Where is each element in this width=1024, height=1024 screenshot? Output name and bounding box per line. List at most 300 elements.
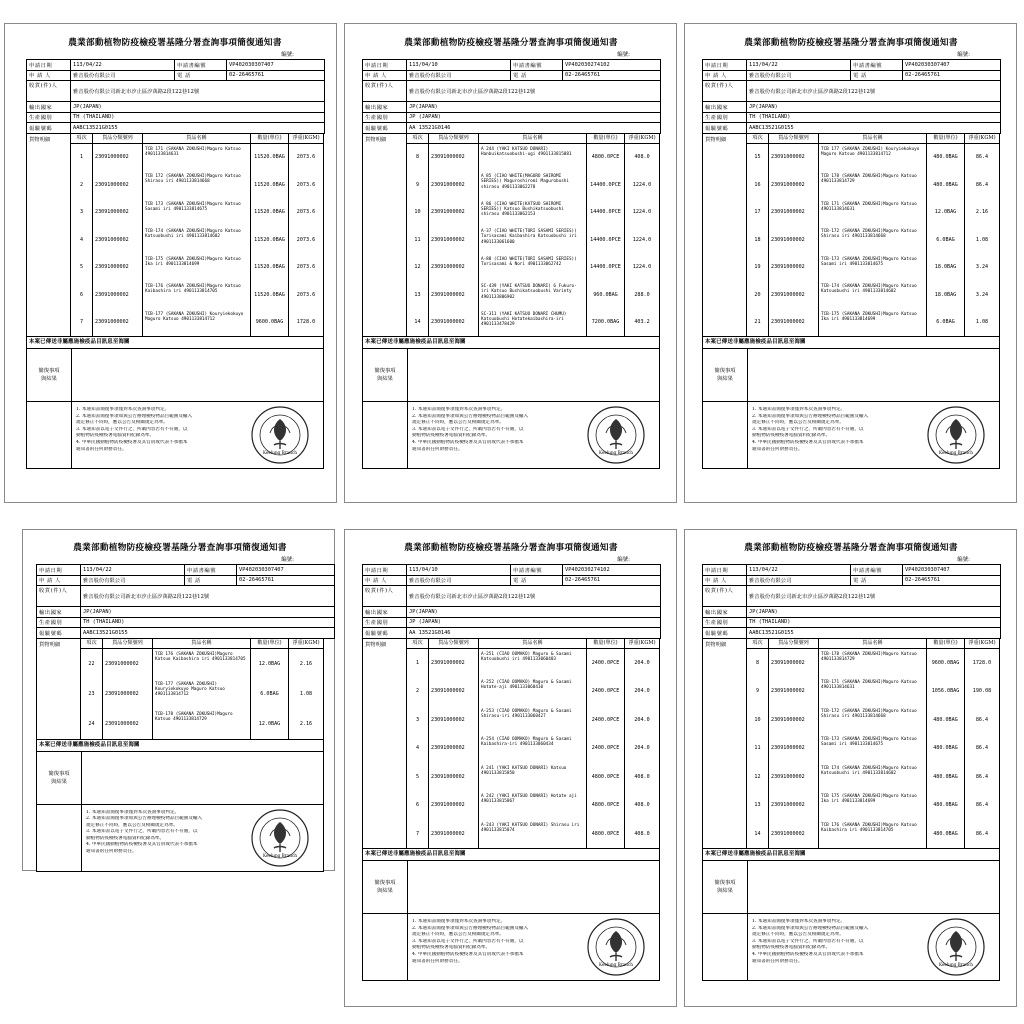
col-code-header: 貨品分類號列 bbox=[93, 134, 143, 143]
item-code: 23091000002 bbox=[429, 706, 479, 735]
item-qty: 4800.0PCE bbox=[587, 820, 625, 849]
table-row bbox=[71, 309, 323, 337]
item-net: 2073.6 bbox=[296, 291, 316, 298]
table-row bbox=[747, 226, 999, 254]
notes-list bbox=[408, 402, 573, 468]
origin: TH (THAILAND) bbox=[747, 617, 1001, 628]
item-qty: 12.0BAG bbox=[927, 199, 965, 227]
phone-label: 電 話 bbox=[511, 70, 563, 81]
apply-no: VP402030307407 bbox=[903, 60, 1001, 71]
serial-label: 編號: bbox=[281, 52, 294, 58]
item-code: 23091000002 bbox=[93, 171, 143, 199]
table-row bbox=[407, 281, 659, 309]
item-qty: 14400.0PCE bbox=[587, 171, 625, 199]
item-qty: 480.0BAG bbox=[927, 171, 965, 199]
note-item: 規定修正不同時，應以公告及相關規定為準。 bbox=[752, 932, 844, 938]
item-name: A 244 (YAKI KATSUO DONARI) Hanbuikatsuobushi-ugi 4901133815881 bbox=[479, 144, 587, 172]
note-item: 1. 本通知書簡復事項僅對本次查詢事項判定。 bbox=[86, 809, 180, 815]
remarks-label-line2: 與結果 bbox=[41, 376, 57, 382]
item-name: TCB-172 (SAKANA ZOKUSHI)Maguro Katsuo Shirasu iri 4901133814668 bbox=[819, 226, 927, 254]
apply-no-label: 申請書編號 bbox=[511, 60, 563, 71]
export-country: JP(JAPAN) bbox=[71, 102, 325, 113]
notes-list bbox=[748, 914, 913, 980]
note-item: 通知書的任何財務責任。 bbox=[86, 849, 137, 855]
report-no: AABC13521G0155 bbox=[747, 628, 1001, 639]
col-code-header: 貨品分類號列 bbox=[769, 639, 819, 648]
item-name: TCB-172 (SAKANA ZOKUSHI)Maguro Katsuo Shirasu iri 4901133814668 bbox=[819, 706, 927, 735]
item-net: 86.4 bbox=[975, 745, 989, 752]
note-item: 動植物防疫檢疫署電腦資料紀錄為準。 bbox=[752, 433, 831, 439]
footer-notes bbox=[26, 402, 324, 469]
apply-date: 113/04/10 bbox=[407, 565, 511, 576]
item-code: 23091000002 bbox=[103, 649, 153, 679]
item-no: 6 bbox=[407, 791, 429, 820]
item-qty: 6.0BAG bbox=[927, 226, 965, 254]
item-net: 2073.6 bbox=[296, 264, 316, 271]
goods-detail-label: 貨物明細 bbox=[27, 134, 71, 337]
apply-no-label: 申請書編號 bbox=[851, 60, 903, 71]
item-code: 23091000002 bbox=[429, 144, 479, 172]
applicant: 雅音股份有限公司 bbox=[747, 70, 851, 81]
col-qty-header: 數量(單位) bbox=[587, 639, 625, 648]
serial-label: 編號: bbox=[617, 52, 630, 58]
goods-grid bbox=[407, 639, 659, 849]
goods-items bbox=[702, 639, 1000, 850]
item-code: 23091000002 bbox=[93, 144, 143, 172]
item-qty: 480.0BAG bbox=[927, 706, 965, 735]
item-net: 2073.6 bbox=[296, 154, 316, 161]
serial-label: 編號: bbox=[957, 52, 970, 58]
item-code: 23091000002 bbox=[769, 706, 819, 735]
col-net-header: 淨重(KGM) bbox=[968, 639, 996, 646]
seal-text: Keelung Branch bbox=[598, 450, 634, 455]
origin: TH (THAILAND) bbox=[747, 112, 1001, 123]
item-net: 3.24 bbox=[975, 264, 989, 271]
item-code: 23091000002 bbox=[93, 309, 143, 337]
col-qty-header: 數量(單位) bbox=[927, 134, 965, 143]
serial-row bbox=[362, 51, 660, 59]
item-net: 2.16 bbox=[299, 720, 313, 727]
item-name: TCB 177 (SAKANA ZOKUSHI) Kouryiekokuyo Maguro Katsuo 4901133814712 bbox=[819, 144, 927, 172]
apply-date: 113/04/10 bbox=[407, 60, 511, 71]
report-no-label: 報驗號碼 bbox=[363, 123, 407, 134]
col-name-header: 貨品名稱 bbox=[479, 134, 587, 143]
note-item: 1. 本通知書簡復事項僅對本次查詢事項判定。 bbox=[752, 407, 846, 412]
col-qty-header: 數量(單位) bbox=[587, 134, 625, 143]
serial-row bbox=[702, 51, 1000, 59]
item-name: TCB 171 (SAKANA ZOKUSHI)Maguro Katsuo 4901133814631 bbox=[819, 199, 927, 227]
goods-grid bbox=[407, 134, 659, 337]
serial-label: 編號: bbox=[281, 557, 294, 563]
remarks-label bbox=[703, 861, 748, 913]
item-code: 23091000002 bbox=[769, 171, 819, 199]
col-name-header: 貨品名稱 bbox=[819, 134, 927, 143]
note-item: 2. 本通知書簡復事項如與公告辦理檢疫物品目範圍及輸入 bbox=[412, 925, 529, 931]
export-country: JP(JAPAN) bbox=[747, 607, 1001, 618]
footer-notes bbox=[36, 805, 324, 872]
consignee-label: 收貨(件)人 bbox=[27, 81, 71, 102]
item-name: TCB-178 (SAKANA ZOKUSHI)Maguro Katsuo 4901133814729 bbox=[819, 649, 927, 678]
remarks-value bbox=[408, 349, 659, 401]
table-row bbox=[71, 199, 323, 227]
item-net: 1224.0 bbox=[632, 209, 652, 216]
table-row bbox=[747, 199, 999, 227]
col-net-header: 淨重(KGM) bbox=[628, 134, 656, 141]
remarks-label-line1: 簡復事項 bbox=[714, 368, 736, 374]
note-item: 規定修正不同時，應以公告及相關規定為準。 bbox=[752, 420, 844, 426]
seal-text: Keelung Branch bbox=[262, 450, 298, 455]
header-table bbox=[26, 59, 325, 134]
export-country: JP(JAPAN) bbox=[81, 607, 335, 618]
item-net: 204.0 bbox=[634, 716, 650, 723]
item-net: 1.08 bbox=[299, 690, 313, 697]
item-code: 23091000002 bbox=[93, 226, 143, 254]
note-item: 1. 本通知書簡復事項僅對本次查詢事項判定。 bbox=[76, 407, 170, 412]
item-no: 7 bbox=[71, 309, 93, 337]
table-row bbox=[71, 281, 323, 309]
item-code: 23091000002 bbox=[429, 281, 479, 309]
item-code: 23091000002 bbox=[769, 820, 819, 849]
item-net: 204.0 bbox=[634, 745, 650, 752]
item-name: TCB-173 (SAKANA ZOKUSHI)Maguro Katsuo Sasami iri 4901133814675 bbox=[819, 734, 927, 763]
footer-spacer bbox=[703, 914, 748, 980]
note-item: 3. 本通知書以電子文件行之，所載內容若有不符處，以 bbox=[86, 829, 198, 835]
item-qty: 11520.0BAG bbox=[251, 199, 289, 227]
table-row bbox=[747, 791, 999, 820]
footer-spacer bbox=[703, 402, 748, 468]
origin: JP (JAPAN) bbox=[407, 112, 661, 123]
column-header bbox=[81, 639, 323, 649]
item-no: 12 bbox=[747, 763, 769, 792]
phone: 02-26465761 bbox=[903, 575, 1001, 586]
item-name: TCB 176 (SAKANA ZOKUSHI)Maguro Katsuo Kaibashira iri 4901133814705 bbox=[153, 649, 251, 679]
note-item: 2. 本通知書簡復事項如與公告辦理檢疫物品目範圍及輸入 bbox=[412, 413, 529, 419]
item-qty: 1056.0BAG bbox=[927, 677, 965, 706]
table-row bbox=[407, 734, 659, 763]
item-no: 3 bbox=[407, 706, 429, 735]
note-item: 3. 本通知書以電子文件行之，所載內容若有不符處，以 bbox=[412, 426, 524, 432]
origin: JP (JAPAN) bbox=[407, 617, 661, 628]
footer-spacer bbox=[363, 402, 408, 468]
goods-detail-label: 貨物明細 bbox=[363, 639, 407, 849]
item-qty: 14400.0PCE bbox=[587, 226, 625, 254]
apply-no: VP402030274102 bbox=[563, 565, 661, 576]
footer-notes bbox=[702, 914, 1000, 981]
consignee-address: 雅音股份有限公司新北市汐止區汐萬路2段122巷12號 bbox=[71, 81, 325, 102]
item-code: 23091000002 bbox=[429, 199, 479, 227]
report-no: AABC13521G0155 bbox=[71, 123, 325, 134]
item-no: 20 bbox=[747, 281, 769, 309]
remarks-section bbox=[702, 861, 1000, 914]
item-net: 86.4 bbox=[975, 181, 989, 188]
item-net: 1224.0 bbox=[632, 181, 652, 188]
item-name: TCB-176 (SAKANA ZOKUSHI)Maguro Katsuo Kaibashira iri 4901133814705 bbox=[143, 281, 251, 309]
item-code: 23091000002 bbox=[429, 820, 479, 849]
item-name: A 86 (CIAO WHITE(KATSUO SHIROMI SERIES)) Katsuo Bushikatsuobushi shirasu 4901133062153 bbox=[479, 199, 587, 227]
remarks-label-line2: 與結果 bbox=[51, 778, 67, 785]
table-row bbox=[747, 677, 999, 706]
note-item: 3. 本通知書以電子文件行之，所載內容若有不符處，以 bbox=[752, 938, 864, 944]
column-header bbox=[407, 639, 659, 649]
item-qty: 14400.0PCE bbox=[587, 254, 625, 282]
apply-date-label: 申請日期 bbox=[37, 565, 81, 576]
col-name-header: 貨品名稱 bbox=[153, 639, 251, 648]
item-qty: 2400.0PCE bbox=[587, 706, 625, 735]
apply-date-label: 申請日期 bbox=[27, 60, 71, 71]
item-no: 14 bbox=[747, 820, 769, 849]
notice-title: 農業部動植物防疫檢疫署基隆分署查詢事項簡復通知書 bbox=[68, 38, 282, 48]
apply-date: 113/04/22 bbox=[81, 565, 185, 576]
item-code: 23091000002 bbox=[429, 791, 479, 820]
phone: 02-26465761 bbox=[563, 70, 661, 81]
item-code: 23091000002 bbox=[429, 677, 479, 706]
col-qty-header: 數量(單位) bbox=[251, 134, 289, 143]
item-qty: 14400.0PCE bbox=[587, 199, 625, 227]
export-country-label: 輸出國家 bbox=[27, 102, 71, 113]
origin-label: 生產國別 bbox=[363, 617, 407, 628]
remarks-label-line2: 與結果 bbox=[717, 888, 733, 894]
remarks-section bbox=[362, 861, 660, 914]
item-no: 13 bbox=[407, 281, 429, 309]
apply-no-label: 申請書編號 bbox=[851, 565, 903, 576]
item-net: 408.0 bbox=[634, 773, 650, 780]
goods-items bbox=[362, 134, 660, 338]
item-no: 22 bbox=[81, 649, 103, 679]
header-table bbox=[362, 59, 661, 134]
report-no-label: 報驗號碼 bbox=[37, 628, 81, 639]
table-row bbox=[71, 171, 323, 199]
note-item: 規定修正不同時，應以公告及相關規定為準。 bbox=[412, 420, 504, 426]
item-no: 9 bbox=[407, 171, 429, 199]
remarks-label bbox=[363, 349, 408, 401]
remarks-value bbox=[748, 349, 999, 401]
item-qty: 7200.0BAG bbox=[587, 309, 625, 337]
goods-detail-label: 貨物明細 bbox=[363, 134, 407, 337]
item-code: 23091000002 bbox=[769, 677, 819, 706]
seal-emblem-icon bbox=[586, 405, 646, 465]
header-table bbox=[36, 564, 335, 639]
note-item: 3. 本通知書以電子文件行之，所載內容若有不符處，以 bbox=[412, 938, 524, 944]
export-country-label: 輸出國家 bbox=[363, 607, 407, 618]
col-name-header: 貨品名稱 bbox=[479, 639, 587, 648]
item-code: 23091000002 bbox=[429, 254, 479, 282]
note-item: 2. 本通知書簡復事項如與公告辦理檢疫物品目範圍及輸入 bbox=[76, 413, 193, 419]
note-item: 通知書的任何財務責任。 bbox=[412, 446, 463, 452]
remarks-value bbox=[72, 349, 323, 401]
seal-emblem-icon bbox=[926, 917, 986, 977]
column-header bbox=[407, 134, 659, 144]
col-net-header: 淨重(KGM) bbox=[292, 639, 320, 646]
item-qty: 480.0BAG bbox=[927, 734, 965, 763]
table-row bbox=[407, 677, 659, 706]
phone-label: 電 話 bbox=[511, 575, 563, 586]
item-name: TCB-174 (SAKANA ZOKUSHI)Maguro Katsuo Katsuobushi iri 4901133814682 bbox=[819, 281, 927, 309]
remarks-section bbox=[36, 752, 324, 805]
official-seal bbox=[913, 402, 999, 468]
table-row bbox=[747, 820, 999, 849]
table-row bbox=[407, 820, 659, 849]
col-net-header: 淨重(KGM) bbox=[292, 134, 320, 141]
remarks-value bbox=[748, 861, 999, 913]
apply-no-label: 申請書編號 bbox=[511, 565, 563, 576]
item-name: A 85 (CIAO WHITE(MAGURO SHIROMI SERIES)) Maguroshiromi Magurobushi shirasu 4901133062278 bbox=[479, 171, 587, 199]
notes-list bbox=[82, 805, 237, 871]
item-no: 15 bbox=[747, 144, 769, 172]
item-qty: 9600.0BAG bbox=[251, 309, 289, 337]
col-qty-header: 數量(單位) bbox=[251, 639, 289, 648]
item-net: 204.0 bbox=[634, 688, 650, 695]
remarks-label bbox=[703, 349, 748, 401]
item-code: 23091000002 bbox=[429, 763, 479, 792]
item-no: 1 bbox=[407, 649, 429, 678]
customs-note: 本案已傳送非屬應施檢疫品目訊息至海關 bbox=[36, 740, 324, 752]
item-qty: 2400.0PCE bbox=[587, 734, 625, 763]
export-country-label: 輸出國家 bbox=[703, 102, 747, 113]
goods-items bbox=[36, 639, 324, 740]
item-net: 408.0 bbox=[634, 830, 650, 837]
item-name: TCB-175 (SAKANA ZOKUSHI)Maguro Katsuo Ika iri 4901133814699 bbox=[819, 309, 927, 337]
remarks-label-line2: 與結果 bbox=[377, 376, 393, 382]
item-code: 23091000002 bbox=[429, 649, 479, 678]
item-name: A 242 (YAKI KATSUO DONARI) Hotate aji 4901133815867 bbox=[479, 791, 587, 820]
table-row bbox=[407, 226, 659, 254]
item-no: 10 bbox=[407, 199, 429, 227]
origin: TH (THAILAND) bbox=[71, 112, 325, 123]
notice-title: 農業部動植物防疫檢疫署基隆分署查詢事項簡復通知書 bbox=[73, 543, 287, 553]
col-name-header: 貨品名稱 bbox=[143, 134, 251, 143]
customs-note: 本案已傳送非屬應施檢疫品目訊息至海關 bbox=[26, 337, 324, 349]
table-row bbox=[71, 226, 323, 254]
consignee-label: 收貨(件)人 bbox=[37, 586, 81, 607]
note-item: 4. 中華民國動植物防疫檢疫署及其官員或代表不承擔本 bbox=[752, 439, 864, 445]
origin-label: 生產國別 bbox=[703, 617, 747, 628]
item-code: 23091000002 bbox=[103, 679, 153, 709]
seal-text: Keelung Branch bbox=[938, 450, 974, 455]
note-item: 通知書的任何財務責任。 bbox=[412, 958, 463, 964]
goods-grid bbox=[81, 639, 323, 739]
table-row bbox=[747, 171, 999, 199]
table-row bbox=[407, 309, 659, 337]
item-net: 288.0 bbox=[634, 291, 650, 298]
note-item: 動植物防疫檢疫署電腦資料紀錄為準。 bbox=[86, 835, 165, 841]
item-name: TCB 176 (SAKANA ZOKUSHI)Maguro Katsuo Kaibashira iri 4901133814705 bbox=[819, 820, 927, 849]
item-no: 12 bbox=[407, 254, 429, 282]
footer-notes bbox=[362, 402, 660, 469]
report-no: AABC13521G0155 bbox=[747, 123, 1001, 134]
consignee-label: 收貨(件)人 bbox=[363, 586, 407, 607]
table-row bbox=[407, 763, 659, 792]
table-row bbox=[407, 254, 659, 282]
remarks-label-line1: 簡復事項 bbox=[374, 368, 396, 374]
apply-no: VP402030274102 bbox=[563, 60, 661, 71]
report-no-label: 報驗號碼 bbox=[27, 123, 71, 134]
item-no: 13 bbox=[747, 791, 769, 820]
consignee-label: 收貨(件)人 bbox=[363, 81, 407, 102]
remarks-section bbox=[26, 349, 324, 402]
note-item: 4. 中華民國動植物防疫檢疫署及其官員或代表不承擔本 bbox=[752, 951, 864, 957]
origin-label: 生產國別 bbox=[363, 112, 407, 123]
footer-spacer bbox=[27, 402, 72, 468]
remarks-label bbox=[363, 861, 408, 913]
item-code: 23091000002 bbox=[769, 649, 819, 678]
note-item: 3. 本通知書以電子文件行之，所載內容若有不符處，以 bbox=[76, 426, 188, 432]
report-no-label: 報驗號碼 bbox=[703, 123, 747, 134]
remarks-value bbox=[408, 861, 659, 913]
serial-row bbox=[702, 556, 1000, 564]
col-code-header: 貨品分類號列 bbox=[103, 639, 153, 648]
item-code: 23091000002 bbox=[769, 226, 819, 254]
item-net: 408.0 bbox=[634, 802, 650, 809]
seal-emblem-icon bbox=[926, 405, 986, 465]
item-net: 86.4 bbox=[975, 802, 989, 809]
applicant: 雅音股份有限公司 bbox=[407, 70, 511, 81]
header-table bbox=[702, 564, 1001, 639]
apply-date: 113/04/22 bbox=[747, 565, 851, 576]
table-row bbox=[407, 791, 659, 820]
phone: 02-26465761 bbox=[903, 70, 1001, 81]
note-item: 2. 本通知書簡復事項如與公告辦理檢疫物品目範圍及輸入 bbox=[86, 816, 203, 822]
item-qty: 4800.0PCE bbox=[587, 791, 625, 820]
note-item: 通知書的任何財務責任。 bbox=[752, 446, 803, 452]
item-net: 1.08 bbox=[975, 236, 989, 243]
origin-label: 生產國別 bbox=[37, 617, 81, 628]
consignee-address: 雅音股份有限公司新北市汐止區汐萬路2段122巷12號 bbox=[81, 586, 335, 607]
col-code-header: 貨品分類號列 bbox=[769, 134, 819, 143]
item-name: A-252 (CIAO OOMAKO) Maguro & Sasami Hotate-aji 4901133060410 bbox=[479, 677, 587, 706]
table-row bbox=[407, 706, 659, 735]
official-seal bbox=[573, 914, 659, 980]
item-net: 86.4 bbox=[975, 716, 989, 723]
col-net-header: 淨重(KGM) bbox=[628, 639, 656, 646]
table-row bbox=[81, 679, 323, 709]
note-item: 動植物防疫檢疫署電腦資料紀錄為準。 bbox=[76, 433, 155, 439]
apply-date-label: 申請日期 bbox=[363, 565, 407, 576]
item-qty: 11520.0BAG bbox=[251, 281, 289, 309]
item-net: 408.0 bbox=[634, 154, 650, 161]
remarks-label-line2: 與結果 bbox=[377, 888, 393, 894]
note-item: 通知書的任何財務責任。 bbox=[76, 446, 127, 452]
table-row bbox=[407, 649, 659, 678]
apply-no: VP402030307407 bbox=[237, 565, 335, 576]
official-seal bbox=[573, 402, 659, 468]
quarantine-notice bbox=[362, 541, 660, 981]
applicant: 雅音股份有限公司 bbox=[71, 70, 175, 81]
origin-label: 生產國別 bbox=[27, 112, 71, 123]
item-name: TCB-177 (SAKANA ZOKUSHI) Kouryiekokuyo Maguro Katsuo 4901133814712 bbox=[143, 309, 251, 337]
item-net: 2.16 bbox=[299, 660, 313, 667]
item-code: 23091000002 bbox=[103, 709, 153, 739]
item-qty: 4800.0PCE bbox=[587, 144, 625, 172]
item-net: 2073.6 bbox=[296, 209, 316, 216]
item-net: 86.4 bbox=[975, 773, 989, 780]
table-row bbox=[747, 649, 999, 678]
item-code: 23091000002 bbox=[429, 309, 479, 337]
item-no: 1 bbox=[71, 144, 93, 172]
item-name: TCB-178 (SAKANA ZOKUSHI)Maguro Katsuo 4901133814729 bbox=[153, 709, 251, 739]
item-qty: 18.0BAG bbox=[927, 281, 965, 309]
apply-no: VP402030307407 bbox=[903, 565, 1001, 576]
item-name: A-243 (YAKI KATSUO DONARI) Shirasu iri 4901133815874 bbox=[479, 820, 587, 849]
remarks-value bbox=[82, 752, 323, 804]
phone-label: 電 話 bbox=[851, 575, 903, 586]
goods-detail-label: 貨物明細 bbox=[703, 134, 747, 337]
item-code: 23091000002 bbox=[93, 281, 143, 309]
export-country: JP(JAPAN) bbox=[407, 607, 661, 618]
notice-title: 農業部動植物防疫檢疫署基隆分署查詢事項簡復通知書 bbox=[744, 543, 958, 553]
header-table bbox=[362, 564, 661, 639]
item-net: 3.24 bbox=[975, 291, 989, 298]
notice-title: 農業部動植物防疫檢疫署基隆分署查詢事項簡復通知書 bbox=[404, 38, 618, 48]
